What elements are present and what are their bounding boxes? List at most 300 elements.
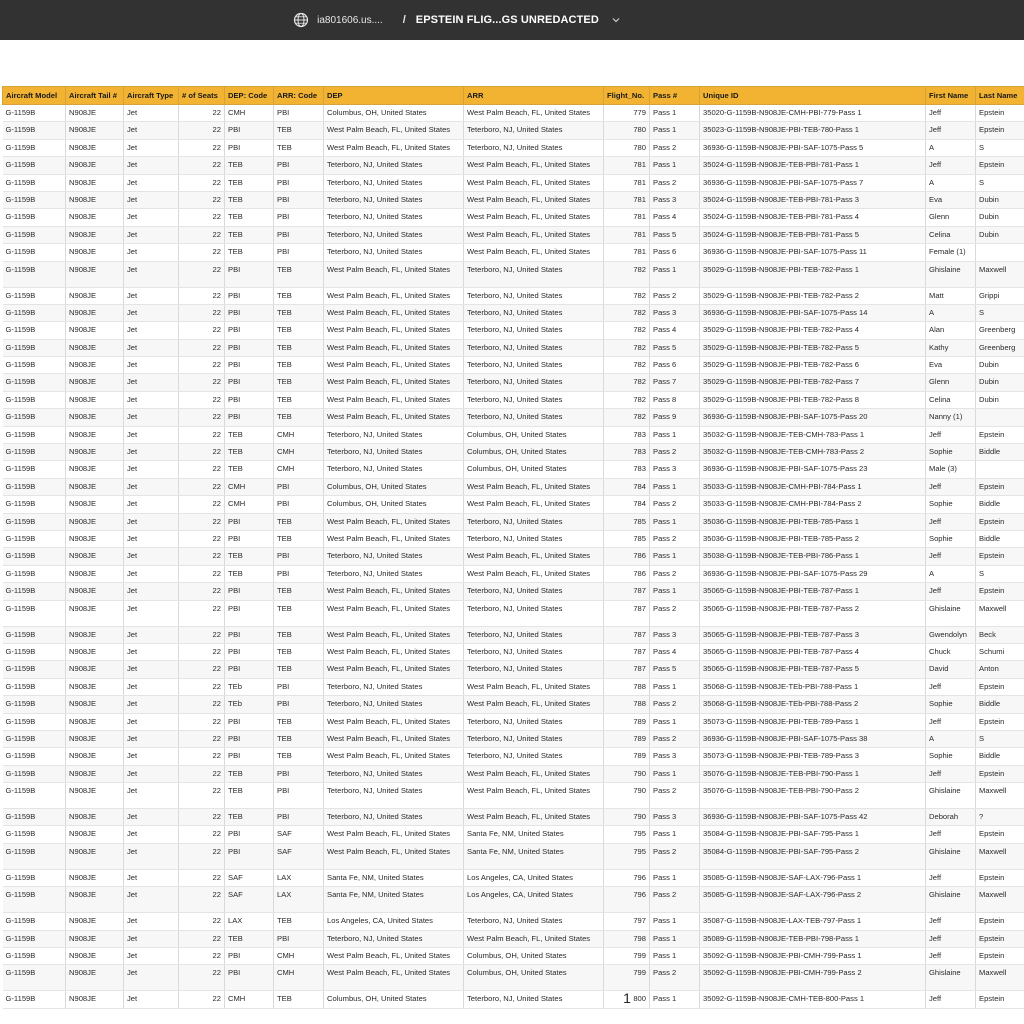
cell-first-name: Ghislaine (926, 965, 976, 991)
cell-unique-id: 35065-G-1159B-N908JE-PBI-TEB-787-Pass 5 (700, 661, 926, 678)
cell-arr-city: Teterboro, NJ, United States (464, 139, 604, 156)
cell-arr-code: PBI (274, 765, 324, 782)
cell-unique-id: 35032-G-1159B-N908JE-TEB-CMH-783-Pass 1 (700, 426, 926, 443)
table-row (3, 157, 1024, 174)
cell-unique-id: 35029-G-1159B-N908JE-PBI-TEB-782-Pass 5 (700, 339, 926, 356)
cell-dep-city: Teterboro, NJ, United States (324, 783, 464, 809)
cell-unique-id: 35032-G-1159B-N908JE-TEB-CMH-783-Pass 2 (700, 444, 926, 461)
cell-aircraft-type: Jet (124, 122, 179, 139)
cell-dep-code: TEB (225, 426, 274, 443)
cell-last-name: Epstein (976, 678, 1024, 695)
cell-flight-number: 789 (604, 748, 650, 765)
cell-aircraft-type: Jet (124, 869, 179, 886)
cell-aircraft-type: Jet (124, 157, 179, 174)
cell-pass-number: Pass 5 (650, 661, 700, 678)
cell-arr-code: PBI (274, 565, 324, 582)
cell-unique-id: 35068-G-1159B-N908JE-TEb-PBI-788-Pass 1 (700, 678, 926, 695)
cell-last-name: Maxwell (976, 600, 1024, 626)
cell-first-name: Jeff (926, 913, 976, 930)
cell-unique-id: 35029-G-1159B-N908JE-PBI-TEB-782-Pass 1 (700, 261, 926, 287)
cell-dep-code: TEB (225, 809, 274, 826)
table-row (3, 869, 1024, 886)
cell-pass-number: Pass 1 (650, 583, 700, 600)
cell-last-name: Epstein (976, 948, 1024, 965)
cell-pass-number: Pass 1 (650, 513, 700, 530)
column-header: Pass # (650, 87, 700, 105)
cell-dep-code: PBI (225, 322, 274, 339)
cell-dep-code: PBI (225, 391, 274, 408)
cell-flight-number: 782 (604, 304, 650, 321)
cell-arr-city: Teterboro, NJ, United States (464, 357, 604, 374)
cell-arr-code: CMH (274, 461, 324, 478)
cell-seats: 22 (179, 261, 225, 287)
cell-arr-code: TEB (274, 913, 324, 930)
cell-arr-city: West Palm Beach, FL, United States (464, 244, 604, 261)
table-row (3, 513, 1024, 530)
cell-arr-code: TEB (274, 339, 324, 356)
cell-dep-city: West Palm Beach, FL, United States (324, 374, 464, 391)
cell-first-name: Deborah (926, 809, 976, 826)
cell-arr-code: PBI (274, 809, 324, 826)
cell-seats: 22 (179, 157, 225, 174)
cell-pass-number: Pass 2 (650, 696, 700, 713)
cell-last-name: Maxwell (976, 887, 1024, 913)
cell-first-name: Jeff (926, 105, 976, 122)
cell-first-name: Sophie (926, 530, 976, 547)
cell-last-name: Epstein (976, 913, 1024, 930)
cell-tail-number: N908JE (66, 261, 124, 287)
cell-seats: 22 (179, 122, 225, 139)
table-row (3, 826, 1024, 843)
cell-arr-city: Teterboro, NJ, United States (464, 409, 604, 426)
cell-arr-code: TEB (274, 991, 324, 1008)
path-separator: / (402, 14, 406, 26)
cell-arr-code: TEB (274, 730, 324, 747)
cell-seats: 22 (179, 661, 225, 678)
cell-unique-id: 35024-G-1159B-N908JE-TEB-PBI-781-Pass 1 (700, 157, 926, 174)
cell-aircraft-type: Jet (124, 826, 179, 843)
cell-pass-number: Pass 2 (650, 139, 700, 156)
cell-arr-city: Teterboro, NJ, United States (464, 643, 604, 660)
cell-dep-city: West Palm Beach, FL, United States (324, 530, 464, 547)
table-row (3, 696, 1024, 713)
cell-aircraft-type: Jet (124, 191, 179, 208)
cell-seats: 22 (179, 391, 225, 408)
cell-tail-number: N908JE (66, 809, 124, 826)
cell-pass-number: Pass 2 (650, 887, 700, 913)
table-row (3, 391, 1024, 408)
cell-dep-city: Teterboro, NJ, United States (324, 174, 464, 191)
cell-arr-city: Columbus, OH, United States (464, 444, 604, 461)
cell-arr-code: PBI (274, 548, 324, 565)
cell-first-name: Celina (926, 226, 976, 243)
cell-pass-number: Pass 1 (650, 869, 700, 886)
cell-last-name: Biddle (976, 696, 1024, 713)
cell-pass-number: Pass 4 (650, 643, 700, 660)
chevron-down-icon[interactable] (611, 15, 621, 25)
cell-dep-code: TEB (225, 244, 274, 261)
cell-tail-number: N908JE (66, 843, 124, 869)
cell-pass-number: Pass 3 (650, 304, 700, 321)
cell-aircraft-type: Jet (124, 696, 179, 713)
table-row (3, 643, 1024, 660)
cell-arr-code: PBI (274, 478, 324, 495)
cell-arr-city: Teterboro, NJ, United States (464, 600, 604, 626)
cell-arr-city: Teterboro, NJ, United States (464, 748, 604, 765)
cell-dep-code: TEB (225, 548, 274, 565)
cell-aircraft-model: G-1159B (3, 357, 66, 374)
column-header: ARR (464, 87, 604, 105)
cell-pass-number: Pass 8 (650, 391, 700, 408)
cell-pass-number: Pass 4 (650, 322, 700, 339)
cell-tail-number: N908JE (66, 339, 124, 356)
table-row (3, 139, 1024, 156)
cell-pass-number: Pass 3 (650, 461, 700, 478)
cell-pass-number: Pass 1 (650, 261, 700, 287)
cell-aircraft-type: Jet (124, 391, 179, 408)
table-row (3, 783, 1024, 809)
cell-dep-code: PBI (225, 122, 274, 139)
cell-arr-city: Los Angeles, CA, United States (464, 869, 604, 886)
cell-aircraft-type: Jet (124, 530, 179, 547)
cell-arr-code: LAX (274, 869, 324, 886)
cell-unique-id: 35092-G-1159B-N908JE-PBI-CMH-799-Pass 2 (700, 965, 926, 991)
cell-last-name: Epstein (976, 869, 1024, 886)
cell-unique-id: 36936-G-1159B-N908JE-PBI-SAF-1075-Pass 23 (700, 461, 926, 478)
cell-arr-code: PBI (274, 209, 324, 226)
cell-flight-number: 790 (604, 783, 650, 809)
table-row (3, 583, 1024, 600)
cell-tail-number: N908JE (66, 209, 124, 226)
cell-unique-id: 35029-G-1159B-N908JE-PBI-TEB-782-Pass 4 (700, 322, 926, 339)
table-row (3, 913, 1024, 930)
cell-pass-number: Pass 1 (650, 426, 700, 443)
cell-unique-id: 35084-G-1159B-N908JE-PBI-SAF-795-Pass 2 (700, 843, 926, 869)
cell-dep-city: Columbus, OH, United States (324, 478, 464, 495)
cell-pass-number: Pass 1 (650, 105, 700, 122)
cell-arr-city: Los Angeles, CA, United States (464, 887, 604, 913)
cell-aircraft-type: Jet (124, 139, 179, 156)
cell-dep-city: Teterboro, NJ, United States (324, 244, 464, 261)
cell-flight-number: 782 (604, 409, 650, 426)
cell-tail-number: N908JE (66, 783, 124, 809)
cell-tail-number: N908JE (66, 513, 124, 530)
cell-flight-number: 782 (604, 261, 650, 287)
cell-first-name: Ghislaine (926, 600, 976, 626)
cell-arr-city: Teterboro, NJ, United States (464, 991, 604, 1008)
cell-last-name: Epstein (976, 122, 1024, 139)
cell-dep-city: Teterboro, NJ, United States (324, 765, 464, 782)
cell-aircraft-type: Jet (124, 583, 179, 600)
cell-arr-city: West Palm Beach, FL, United States (464, 174, 604, 191)
cell-flight-number: 798 (604, 930, 650, 947)
cell-dep-code: LAX (225, 913, 274, 930)
table-row (3, 948, 1024, 965)
cell-arr-city: West Palm Beach, FL, United States (464, 209, 604, 226)
cell-arr-code: LAX (274, 887, 324, 913)
cell-flight-number: 796 (604, 887, 650, 913)
cell-dep-code: PBI (225, 730, 274, 747)
cell-flight-number: 796 (604, 869, 650, 886)
cell-aircraft-type: Jet (124, 843, 179, 869)
cell-aircraft-type: Jet (124, 913, 179, 930)
cell-seats: 22 (179, 139, 225, 156)
table-row (3, 122, 1024, 139)
viewer-toolbar (0, 0, 1024, 40)
cell-dep-city: Teterboro, NJ, United States (324, 678, 464, 695)
cell-last-name: Epstein (976, 765, 1024, 782)
table-row (3, 426, 1024, 443)
cell-unique-id: 36936-G-1159B-N908JE-PBI-SAF-1075-Pass 29 (700, 565, 926, 582)
cell-arr-city: Teterboro, NJ, United States (464, 913, 604, 930)
cell-dep-code: TEb (225, 696, 274, 713)
cell-pass-number: Pass 5 (650, 339, 700, 356)
cell-aircraft-model: G-1159B (3, 304, 66, 321)
cell-arr-code: TEB (274, 643, 324, 660)
cell-seats: 22 (179, 548, 225, 565)
cell-first-name: Jeff (926, 426, 976, 443)
cell-tail-number: N908JE (66, 765, 124, 782)
cell-dep-code: PBI (225, 600, 274, 626)
cell-dep-code: PBI (225, 409, 274, 426)
cell-tail-number: N908JE (66, 226, 124, 243)
table-row (3, 530, 1024, 547)
cell-arr-code: CMH (274, 444, 324, 461)
cell-seats: 22 (179, 765, 225, 782)
cell-aircraft-model: G-1159B (3, 965, 66, 991)
cell-aircraft-type: Jet (124, 461, 179, 478)
cell-arr-code: PBI (274, 157, 324, 174)
table-row (3, 600, 1024, 626)
cell-seats: 22 (179, 626, 225, 643)
cell-seats: 22 (179, 444, 225, 461)
cell-unique-id: 35029-G-1159B-N908JE-PBI-TEB-782-Pass 7 (700, 374, 926, 391)
cell-dep-code: TEB (225, 765, 274, 782)
cell-arr-city: Teterboro, NJ, United States (464, 713, 604, 730)
cell-tail-number: N908JE (66, 426, 124, 443)
cell-arr-code: PBI (274, 244, 324, 261)
cell-unique-id: 35029-G-1159B-N908JE-PBI-TEB-782-Pass 2 (700, 287, 926, 304)
cell-unique-id: 35092-G-1159B-N908JE-PBI-CMH-799-Pass 1 (700, 948, 926, 965)
cell-unique-id: 35038-G-1159B-N908JE-TEB-PBI-786-Pass 1 (700, 548, 926, 565)
column-header: ARR: Code (274, 87, 324, 105)
cell-seats: 22 (179, 304, 225, 321)
cell-seats: 22 (179, 287, 225, 304)
cell-flight-number: 783 (604, 426, 650, 443)
cell-unique-id: 35036-G-1159B-N908JE-PBI-TEB-785-Pass 2 (700, 530, 926, 547)
cell-seats: 22 (179, 357, 225, 374)
cell-flight-number: 799 (604, 965, 650, 991)
cell-dep-code: PBI (225, 583, 274, 600)
cell-dep-city: West Palm Beach, FL, United States (324, 513, 464, 530)
cell-dep-city: West Palm Beach, FL, United States (324, 139, 464, 156)
cell-unique-id: 35087-G-1159B-N908JE-LAX-TEB-797-Pass 1 (700, 913, 926, 930)
cell-seats: 22 (179, 461, 225, 478)
cell-tail-number: N908JE (66, 461, 124, 478)
cell-first-name: Ghislaine (926, 783, 976, 809)
cell-tail-number: N908JE (66, 496, 124, 513)
cell-flight-number: 781 (604, 226, 650, 243)
cell-aircraft-type: Jet (124, 244, 179, 261)
cell-unique-id: 35073-G-1159B-N908JE-PBI-TEB-789-Pass 1 (700, 713, 926, 730)
cell-arr-city: West Palm Beach, FL, United States (464, 930, 604, 947)
cell-aircraft-type: Jet (124, 661, 179, 678)
cell-flight-number: 783 (604, 444, 650, 461)
cell-seats: 22 (179, 678, 225, 695)
cell-aircraft-type: Jet (124, 496, 179, 513)
cell-aircraft-type: Jet (124, 174, 179, 191)
cell-first-name: Jeff (926, 826, 976, 843)
cell-arr-code: TEB (274, 748, 324, 765)
table-row (3, 174, 1024, 191)
cell-tail-number: N908JE (66, 139, 124, 156)
cell-arr-city: Teterboro, NJ, United States (464, 339, 604, 356)
cell-arr-code: TEB (274, 374, 324, 391)
cell-arr-city: West Palm Beach, FL, United States (464, 191, 604, 208)
cell-last-name: Maxwell (976, 783, 1024, 809)
cell-aircraft-model: G-1159B (3, 626, 66, 643)
cell-flight-number: 795 (604, 826, 650, 843)
cell-seats: 22 (179, 730, 225, 747)
cell-flight-number: 789 (604, 713, 650, 730)
cell-pass-number: Pass 1 (650, 678, 700, 695)
cell-last-name: Greenberg (976, 339, 1024, 356)
cell-flight-number: 779 (604, 105, 650, 122)
cell-flight-number: 780 (604, 122, 650, 139)
cell-pass-number: Pass 2 (650, 600, 700, 626)
table-row (3, 191, 1024, 208)
cell-flight-number: 789 (604, 730, 650, 747)
cell-last-name: Epstein (976, 478, 1024, 495)
cell-flight-number: 781 (604, 191, 650, 208)
cell-last-name: Greenberg (976, 322, 1024, 339)
cell-last-name: S (976, 139, 1024, 156)
cell-seats: 22 (179, 409, 225, 426)
table-row (3, 478, 1024, 495)
cell-dep-city: West Palm Beach, FL, United States (324, 304, 464, 321)
cell-flight-number: 790 (604, 765, 650, 782)
cell-dep-code: PBI (225, 374, 274, 391)
cell-last-name: Dubin (976, 374, 1024, 391)
table-row (3, 357, 1024, 374)
cell-dep-code: PBI (225, 843, 274, 869)
cell-aircraft-type: Jet (124, 409, 179, 426)
cell-dep-city: Columbus, OH, United States (324, 105, 464, 122)
column-header: Flight_No. (604, 87, 650, 105)
document-title-bar[interactable] (293, 12, 621, 28)
header-row (3, 87, 1024, 105)
cell-tail-number: N908JE (66, 157, 124, 174)
cell-arr-code: PBI (274, 930, 324, 947)
cell-arr-city: Teterboro, NJ, United States (464, 513, 604, 530)
cell-pass-number: Pass 1 (650, 713, 700, 730)
cell-first-name: Sophie (926, 696, 976, 713)
cell-flight-number: 781 (604, 209, 650, 226)
table-row (3, 444, 1024, 461)
cell-aircraft-type: Jet (124, 322, 179, 339)
cell-seats: 22 (179, 374, 225, 391)
cell-unique-id: 35092-G-1159B-N908JE-CMH-TEB-800-Pass 1 (700, 991, 926, 1008)
cell-last-name: Epstein (976, 157, 1024, 174)
cell-dep-city: West Palm Beach, FL, United States (324, 965, 464, 991)
cell-aircraft-type: Jet (124, 287, 179, 304)
cell-arr-city: Teterboro, NJ, United States (464, 661, 604, 678)
cell-dep-code: CMH (225, 496, 274, 513)
cell-unique-id: 35029-G-1159B-N908JE-PBI-TEB-782-Pass 6 (700, 357, 926, 374)
cell-unique-id: 36936-G-1159B-N908JE-PBI-SAF-1075-Pass 38 (700, 730, 926, 747)
cell-tail-number: N908JE (66, 174, 124, 191)
cell-aircraft-type: Jet (124, 261, 179, 287)
document-title[interactable]: EPSTEIN FLIG...GS UNREDACTED (415, 14, 599, 26)
cell-flight-number: 788 (604, 696, 650, 713)
cell-arr-code: TEB (274, 713, 324, 730)
cell-arr-code: SAF (274, 843, 324, 869)
cell-dep-city: Teterboro, NJ, United States (324, 696, 464, 713)
cell-arr-city: Teterboro, NJ, United States (464, 730, 604, 747)
cell-dep-city: West Palm Beach, FL, United States (324, 730, 464, 747)
table-row (3, 409, 1024, 426)
cell-seats: 22 (179, 991, 225, 1008)
cell-dep-city: West Palm Beach, FL, United States (324, 409, 464, 426)
cell-last-name: S (976, 304, 1024, 321)
cell-first-name: A (926, 174, 976, 191)
cell-arr-city: Teterboro, NJ, United States (464, 391, 604, 408)
cell-arr-code: CMH (274, 965, 324, 991)
cell-unique-id: 35085-G-1159B-N908JE-SAF-LAX-796-Pass 1 (700, 869, 926, 886)
cell-aircraft-model: G-1159B (3, 513, 66, 530)
cell-arr-city: West Palm Beach, FL, United States (464, 548, 604, 565)
cell-dep-city: West Palm Beach, FL, United States (324, 287, 464, 304)
cell-last-name: Beck (976, 626, 1024, 643)
cell-aircraft-type: Jet (124, 748, 179, 765)
table-row (3, 626, 1024, 643)
host-url[interactable]: ia801606.us.... (317, 14, 383, 26)
cell-seats: 22 (179, 869, 225, 886)
table-row (3, 887, 1024, 913)
cell-flight-number: 786 (604, 565, 650, 582)
cell-flight-number: 782 (604, 391, 650, 408)
table-row (3, 226, 1024, 243)
cell-pass-number: Pass 2 (650, 496, 700, 513)
cell-dep-code: PBI (225, 513, 274, 530)
cell-arr-code: PBI (274, 496, 324, 513)
cell-dep-code: TEB (225, 157, 274, 174)
column-header: DEP: Code (225, 87, 274, 105)
cell-aircraft-model: G-1159B (3, 157, 66, 174)
cell-arr-city: Teterboro, NJ, United States (464, 322, 604, 339)
cell-flight-number: 782 (604, 357, 650, 374)
cell-last-name: Maxwell (976, 965, 1024, 991)
table-row (3, 209, 1024, 226)
cell-pass-number: Pass 1 (650, 930, 700, 947)
cell-first-name: Jeff (926, 930, 976, 947)
cell-arr-code: PBI (274, 696, 324, 713)
cell-unique-id: 36936-G-1159B-N908JE-PBI-SAF-1075-Pass 14 (700, 304, 926, 321)
cell-aircraft-model: G-1159B (3, 374, 66, 391)
cell-aircraft-model: G-1159B (3, 226, 66, 243)
cell-aircraft-type: Jet (124, 626, 179, 643)
cell-tail-number: N908JE (66, 287, 124, 304)
cell-dep-city: West Palm Beach, FL, United States (324, 357, 464, 374)
cell-aircraft-type: Jet (124, 713, 179, 730)
cell-last-name (976, 461, 1024, 478)
table-row (3, 548, 1024, 565)
cell-pass-number: Pass 3 (650, 191, 700, 208)
cell-last-name: Dubin (976, 191, 1024, 208)
cell-dep-city: West Palm Beach, FL, United States (324, 661, 464, 678)
cell-aircraft-type: Jet (124, 643, 179, 660)
cell-first-name: Matt (926, 287, 976, 304)
